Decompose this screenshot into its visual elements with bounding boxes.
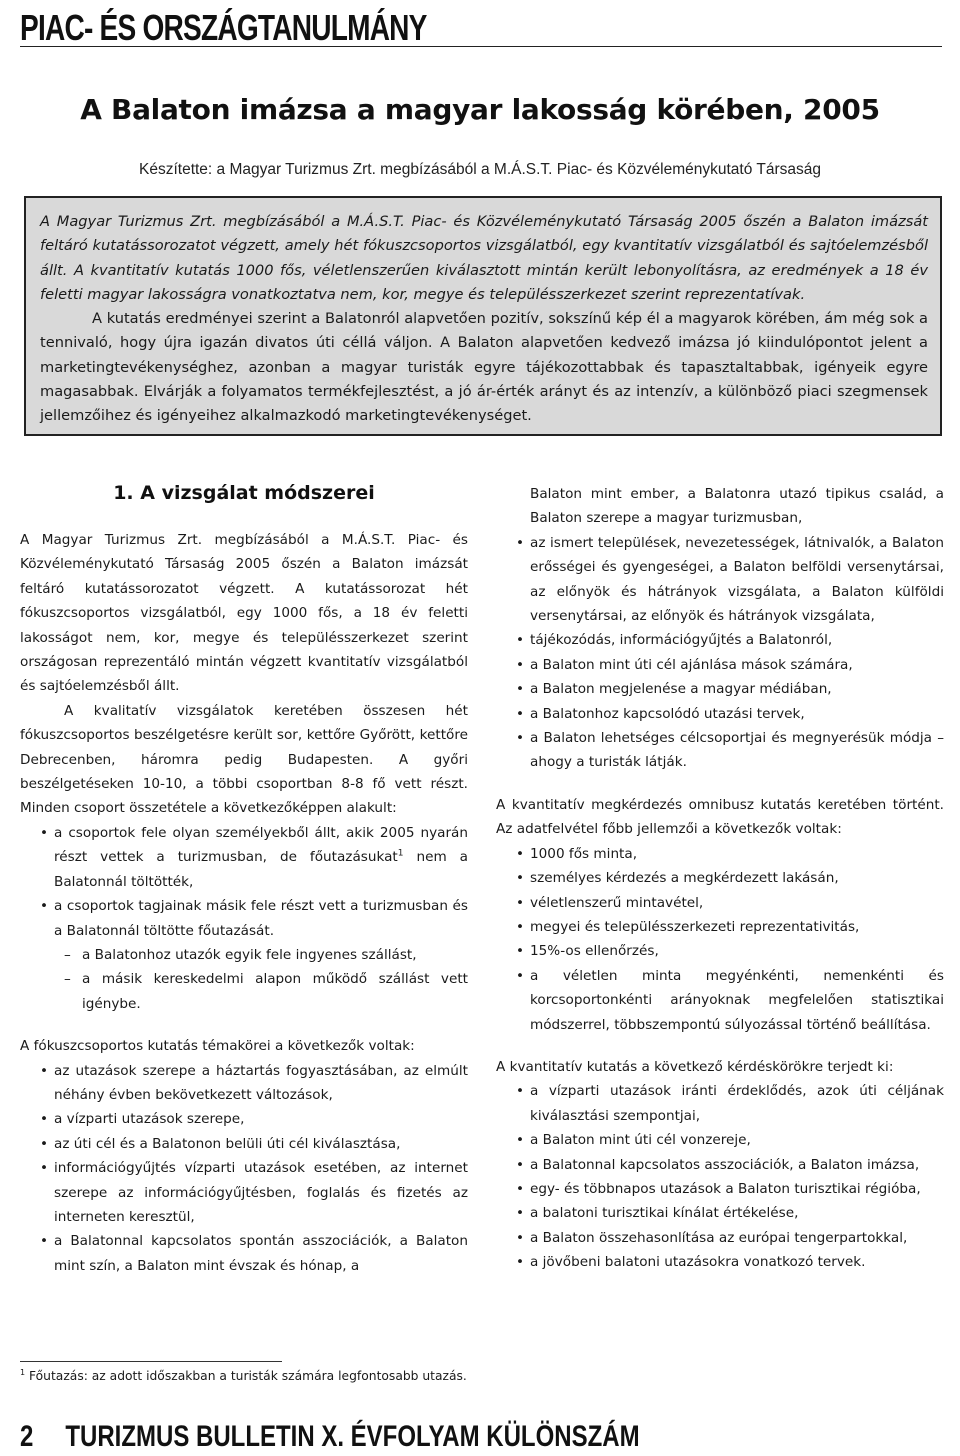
list-item: • a Balaton összehasonlítása az európai tengerpartokkal, (496, 1226, 944, 1250)
quant-features-list (496, 842, 944, 1037)
quant-intro: A kvantitatív megkérdezés omnibusz kutatás keretében történt. Az adatfelvétel főbb jellemzői a következők voltak: (496, 796, 944, 838)
article-title: A Balaton imázsa a magyar lakosság körében, 2005 (80, 93, 880, 126)
list-item: • a Balatonnal kapcsolatos spontán asszociációk, a Balaton mint szín, a Balaton mint évszak és hónap, a (20, 1229, 468, 1278)
list-item: • a balatoni turisztikai kínálat értékelése, (496, 1201, 944, 1225)
article-credit: Készítette: a Magyar Turizmus Zrt. megbízásából a M.Á.S.T. Piac- és Közvéleménykutató Társaság (139, 161, 821, 178)
page-footer (20, 1418, 640, 1456)
list-item: • a Balaton lehetséges célcsoportjai és megnyerésük módja – ahogy a turisták látják. (496, 726, 944, 775)
section-title: PIAC- ÉS ORSZÁGTANULMÁNY (20, 7, 427, 48)
methods-paragraph-2: A kvalitatív vizsgálatok keretében összesen hét fókuszcsoportos beszélgetésre került sor, kettőre Győrött, kettőre Debrecenben, háromra pedig Budapesten. A győri beszélgetéseken 10-10, a többi csoportban 8-8 fő vett részt. Minden csoport összetétele a következőképpen alakult: (20, 702, 468, 817)
list-item: – a másik kereskedelmi alapon működő szállást vett igénybe. (20, 967, 468, 1016)
section-heading: 1. A vizsgálat módszerei (113, 482, 375, 504)
list-item: • az ismert települések, nevezetességek, látnivalók, a Balaton erősségei és gyengeségei, a Balaton belföldi versenytársai, az előnyök és hátrányok vizsgálata, a Balaton külföldi versenytársai, az előnyök és hátrányok vizsgálata, (496, 531, 944, 629)
list-item-text: a csoportok fele olyan személyekből állt, akik 2005 nyarán részt vettek a turizmusban, de főutazásukat (54, 824, 468, 866)
abstract-paragraph-2: A kutatás eredményei szerint a Balatonról alapvetően pozitív, sokszínű kép él a magyarok körében, ám még sok a tennivaló, hogy újra igazán divatos úti céllá váljon. A Balaton alapvetően kedvező imázsa jó kiindulópontot jelent a marketingtevékenységhez, azonban a magyar turisták egyre tájékozottabbak és tapasztaltabbak, igényeik egyre magasabbak. Elvárják a folyamatos termékfejlesztést, a jó ár-érték arányt és az intenzív, a különböző piaci szegmensek jellemzőihez és igényeihez alkalmazkodó marketingtevékenységet. (40, 310, 928, 425)
list-item: • 15%-os ellenőrzés, (496, 939, 944, 963)
focus-topics-list (20, 1059, 468, 1279)
footnote-number: 1 (20, 1367, 26, 1377)
list-item: • a Balaton mint úti cél ajánlása mások számára, (496, 653, 944, 677)
list-item: • a Balatonhoz kapcsolódó utazási tervek, (496, 702, 944, 726)
quant-topics-list (496, 1079, 944, 1274)
list-item: • az úti cél és a Balatonon belüli úti cél kiválasztása, (20, 1132, 468, 1156)
methods-paragraph-1: A Magyar Turizmus Zrt. megbízásából a M.Á.S.T. Piac- és Közvéleménykutató Társaság 2005 őszén a Balaton imázsát feltáró kutatássorozatot végzett. A kutatássorozat hét fókuszcsoportos vizsgálatból, egy 1000 fős, a 18 év feletti lakosságot nem, kor, megye és településszerkezet szerint országosan reprezentáló mintán végzett kvantitatív vizsgálatból és sajtóelemzésből állt. (20, 532, 468, 695)
footnote-text: Főutazás: az adott időszakban a turisták számára legfontosabb utazás. (29, 1369, 467, 1383)
list-item: • a vízparti utazások iránti érdeklődés, azok úti céljának kiválasztási szempontjai, (496, 1079, 944, 1128)
list-item: • megyei és településszerkezeti reprezentativitás, (496, 915, 944, 939)
footnote (20, 1366, 468, 1386)
list-item: – a Balatonhoz utazók egyik fele ingyenes szállást, (20, 943, 468, 967)
footnote-ref: 1 (397, 848, 404, 859)
list-item: • a véletlen minta megyénkénti, nemenkénti és korcsoportonkénti arányoknak megfelelően statisztikai módszerrel, többszempontú súlyozással történő beállítása. (496, 964, 944, 1037)
list-item: • egy- és többnapos utazások a Balaton turisztikai régióba, (496, 1177, 944, 1201)
left-column (20, 478, 468, 1278)
list-item: • a csoportok tagjainak másik fele részt vett a turizmusban és a Balatonnál töltötte főutazását. (20, 894, 468, 943)
list-item: • a jövőbeni balatoni utazásokra vonatkozó tervek. (496, 1250, 944, 1274)
sub-list (20, 943, 468, 1016)
publication-name: TURIZMUS BULLETIN X. ÉVFOLYAM KÜLÖNSZÁM (65, 1420, 640, 1453)
list-item: • 1000 fős minta, (496, 842, 944, 866)
abstract-box (24, 196, 942, 436)
list-item: • a vízparti utazások szerepe, (20, 1107, 468, 1131)
right-column (496, 482, 944, 1275)
list-continuation: Balaton mint ember, a Balatonra utazó tipikus család, a Balaton szerepe a magyar turizmusban, (530, 486, 944, 527)
footnote-divider (20, 1361, 282, 1362)
list-item: • a Balaton mint úti cél vonzereje, (496, 1128, 944, 1152)
list-item: • információgyűjtés vízparti utazások esetében, az internet szerepe az információgyűjtésben, foglalás és fizetés az interneten keresztül, (20, 1156, 468, 1229)
list-item: • személyes kérdezés a megkérdezett lakásán, (496, 866, 944, 890)
list-item-text: nem a Balatonnál töltötték, (54, 849, 468, 890)
list-item: • az utazások szerepe a háztartás fogyasztásában, az elmúlt néhány évben bekövetkezett változások, (20, 1059, 468, 1108)
topics-intro: A fókuszcsoportos kutatás témakörei a következők voltak: (20, 1038, 415, 1055)
header-divider (20, 46, 942, 47)
list-item: • tájékozódás, információgyűjtés a Balatonról, (496, 628, 944, 652)
list-item (20, 821, 468, 894)
quant-topics-intro: A kvantitatív kutatás a következő kérdéskörökre terjedt ki: (496, 1058, 894, 1075)
focus-topics-list-continued (496, 531, 944, 775)
list-item: • a Balaton megjelenése a magyar médiában, (496, 677, 944, 701)
list-item: • a Balatonnal kapcsolatos asszociációk, a Balaton imázsa, (496, 1153, 944, 1177)
page-number: 2 (20, 1420, 34, 1453)
list-item: • véletlenszerű mintavétel, (496, 891, 944, 915)
group-composition-list (20, 821, 468, 943)
abstract-paragraph-1: A Magyar Turizmus Zrt. megbízásából a M.Á.S.T. Piac- és Közvéleménykutató Társaság 2005 őszén a Balaton imázsát feltáró kutatássorozatot végzett, amely hét fókuszcsoportos vizsgálatból, egy kvantitatív vizsgálatból és sajtóelemzésből állt. A kvantitatív kutatás 1000 fős, véletlenszerűen kiválasztott mintán került lebonyolításra, az eredmények a 18 év feletti magyar lakosságra vonatkoztatva nem, kor, megye és településszerkezet szerint reprezentatívak. (40, 213, 928, 303)
